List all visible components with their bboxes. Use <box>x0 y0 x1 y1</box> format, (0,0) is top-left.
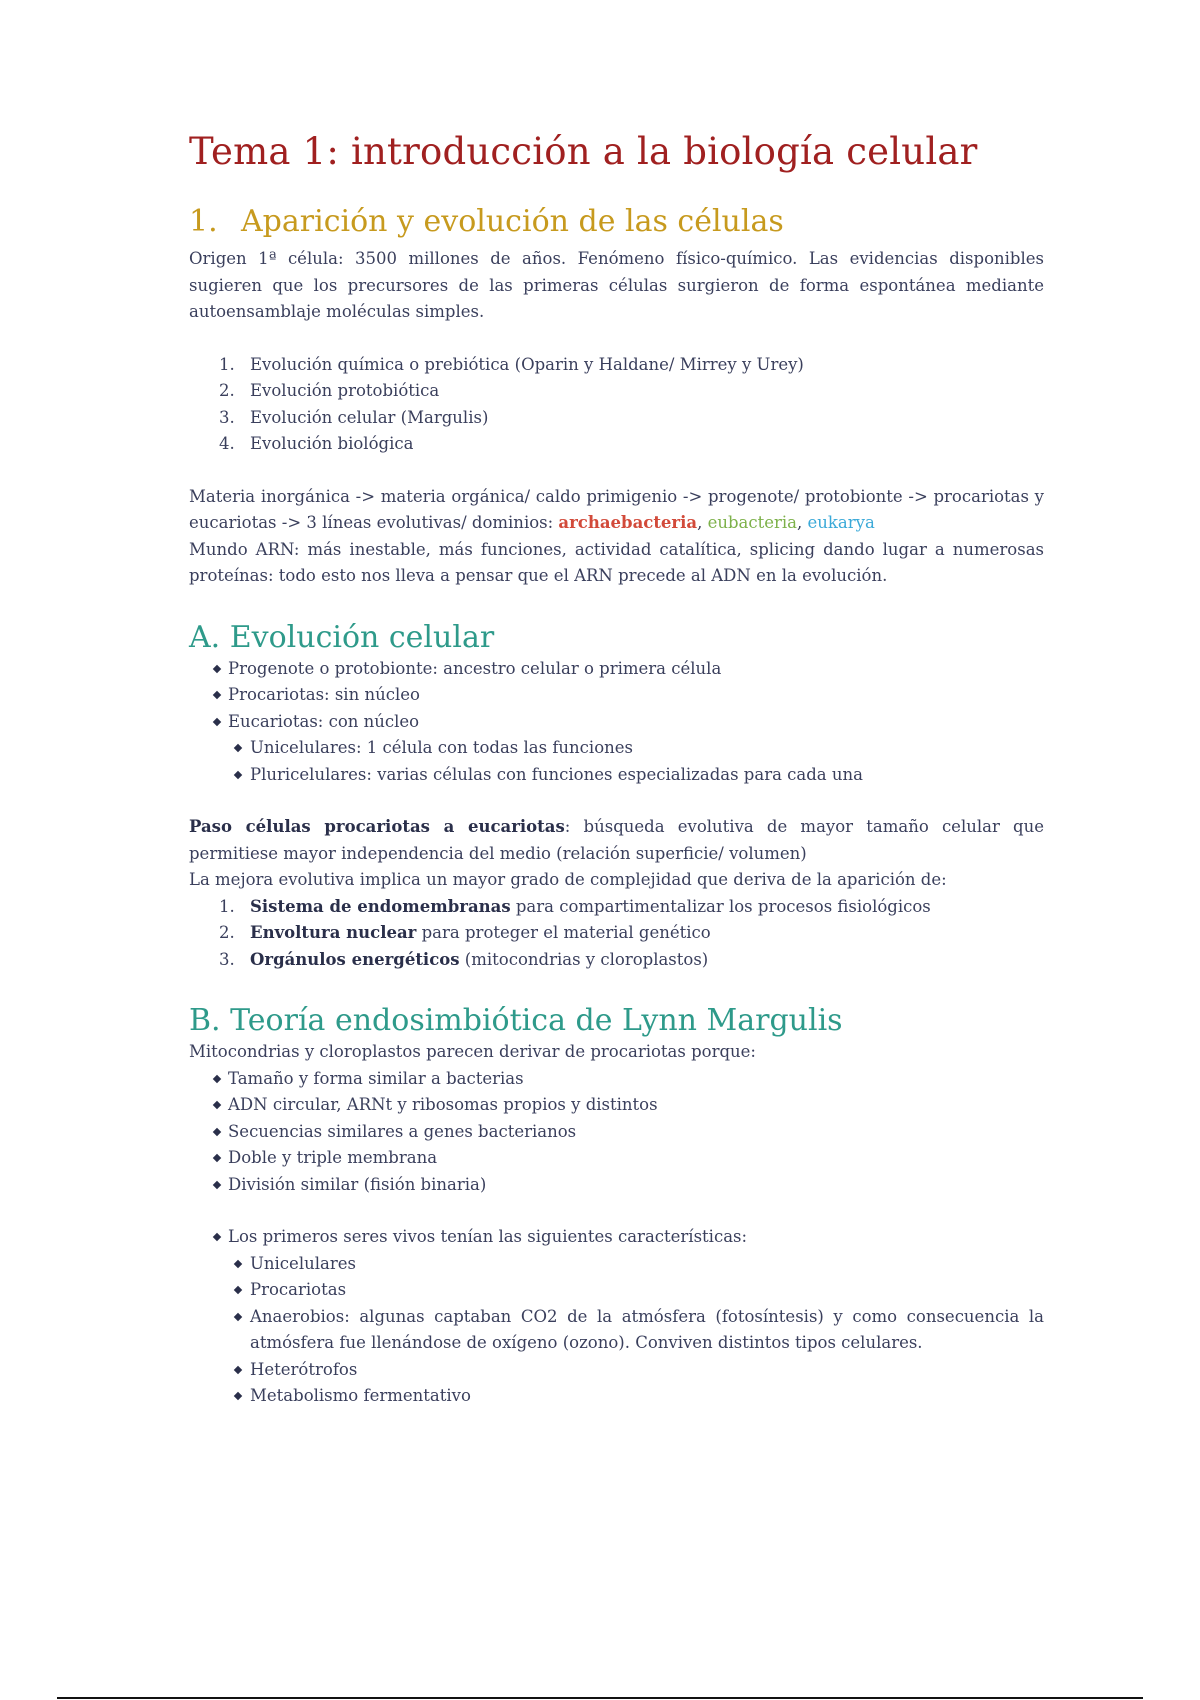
domain-eubacteria: eubacteria <box>707 513 798 532</box>
list-item: Pluricelulares: varias células con funciones especializadas para cada una <box>189 762 1044 789</box>
list-item: Procariotas <box>189 1277 1044 1304</box>
list-item-bold: Envoltura nuclear <box>250 923 417 942</box>
list-item: Procariotas: sin núcleo <box>189 682 1044 709</box>
list-item-bold: Orgánulos energéticos <box>250 949 460 969</box>
materia-text: Materia inorgánica -> materia orgánica/ caldo primigenio -> progenote/ protobionte -> procariotas y eucariotas -> 3 líneas evolutivas/ dominios: <box>189 486 1044 532</box>
list-item: ADN circular, ARNt y ribosomas propios y distintos <box>189 1092 1044 1119</box>
list-item: Los primeros seres vivos tenían las siguientes características: <box>189 1224 1044 1251</box>
primeros-sublist <box>189 1251 1044 1410</box>
list-item-text: Evolución celular (Margulis) <box>250 407 489 427</box>
separator: , <box>697 513 708 532</box>
list-number: 2. <box>219 381 235 400</box>
section-1-heading-text: Aparición y evolución de las células <box>241 204 784 239</box>
section-1-heading <box>189 204 1044 240</box>
list-item: División similar (fisión binaria) <box>189 1172 1044 1199</box>
list-item-bold: Sistema de endomembranas <box>250 896 511 916</box>
list-item: Doble y triple membrana <box>189 1145 1044 1172</box>
footer-divider <box>57 1697 1143 1699</box>
section-b-list <box>189 1066 1044 1199</box>
mejora-paragraph: La mejora evolutiva implica un mayor grado de complejidad que deriva de la aparición de: <box>189 870 947 889</box>
domain-archaebacteria: archaebacteria <box>558 513 698 532</box>
list-item: Eucariotas: con núcleo <box>189 709 1044 736</box>
section-b-intro: Mitocondrias y cloroplastos parecen derivar de procariotas porque: <box>189 1042 756 1061</box>
section-a-heading: A. Evolución celular <box>189 619 495 655</box>
section-1-number: 1. <box>189 204 218 239</box>
separator: , <box>797 513 808 532</box>
list-item-text: para compartimentalizar los procesos fisiológicos <box>510 896 931 916</box>
list-item: Secuencias similares a genes bacterianos <box>189 1119 1044 1146</box>
list-item-text: (mitocondrias y cloroplastos) <box>459 949 709 969</box>
list-number: 1. <box>219 354 235 374</box>
list-item <box>189 894 1044 921</box>
list-item: Metabolismo fermentativo <box>189 1383 1044 1410</box>
section-b-heading: B. Teoría endosimbiótica de Lynn Margulis <box>189 1003 843 1038</box>
list-number: 3. <box>219 949 235 969</box>
section-a-list <box>189 656 1044 736</box>
list-item <box>189 405 1044 432</box>
mejora-list <box>189 894 1044 974</box>
list-item-text: para proteger el material genético <box>416 923 711 942</box>
list-item: Heterótrofos <box>189 1357 1044 1384</box>
list-item: Progenote o protobionte: ancestro celular o primera célula <box>189 656 1044 683</box>
list-item <box>189 378 1044 405</box>
list-number: 3. <box>219 407 235 427</box>
list-number: 2. <box>219 923 235 942</box>
paso-bold: Paso células procariotas a eucariotas <box>189 817 565 836</box>
materia-paragraph <box>189 484 1044 537</box>
list-item-text: Evolución protobiótica <box>250 381 440 400</box>
list-item <box>189 431 1044 458</box>
list-item: Unicelulares <box>189 1251 1044 1278</box>
section-1-intro: Origen 1ª célula: 3500 millones de años. Fenómeno físico-químico. Las evidencias disponibles sugieren que los precursores de las primeras células surgieron de forma espontánea mediante autoensamblaje moléculas simples. <box>189 249 1044 321</box>
page-title: Tema 1: introducción a la biología celular <box>189 130 978 173</box>
list-number: 1. <box>219 896 235 916</box>
list-item <box>189 947 1044 974</box>
list-item-text: Evolución biológica <box>250 434 414 453</box>
list-item: Anaerobios: algunas captaban CO2 de la atmósfera (fotosíntesis) y como consecuencia la atmósfera fue llenándose de oxígeno (ozono). Conviven distintos tipos celulares. <box>189 1304 1044 1357</box>
list-item: Unicelulares: 1 célula con todas las funciones <box>189 735 1044 762</box>
mundo-arn-paragraph: Mundo ARN: más inestable, más funciones, actividad catalítica, splicing dando lugar a numerosas proteínas: todo esto nos lleva a pensar que el ARN precede al ADN en la evolución. <box>189 539 1044 585</box>
paso-text: : búsqueda evolutiva de mayor tamaño celular que permitiese mayor independencia del medio (relación superficie/ volumen) <box>189 817 1044 863</box>
list-item <box>189 920 1044 947</box>
document-page <box>189 130 1044 1410</box>
domain-eukarya: eukarya <box>807 513 875 532</box>
primeros-list <box>189 1224 1044 1251</box>
evolution-steps-list <box>189 352 1044 458</box>
list-item-text: Evolución química o prebiótica (Oparin y Haldane/ Mirrey y Urey) <box>250 354 804 374</box>
list-item <box>189 352 1044 379</box>
list-item: Tamaño y forma similar a bacterias <box>189 1066 1044 1093</box>
paso-paragraph <box>189 814 1044 867</box>
list-number: 4. <box>219 434 235 453</box>
section-a-sublist <box>189 735 1044 788</box>
